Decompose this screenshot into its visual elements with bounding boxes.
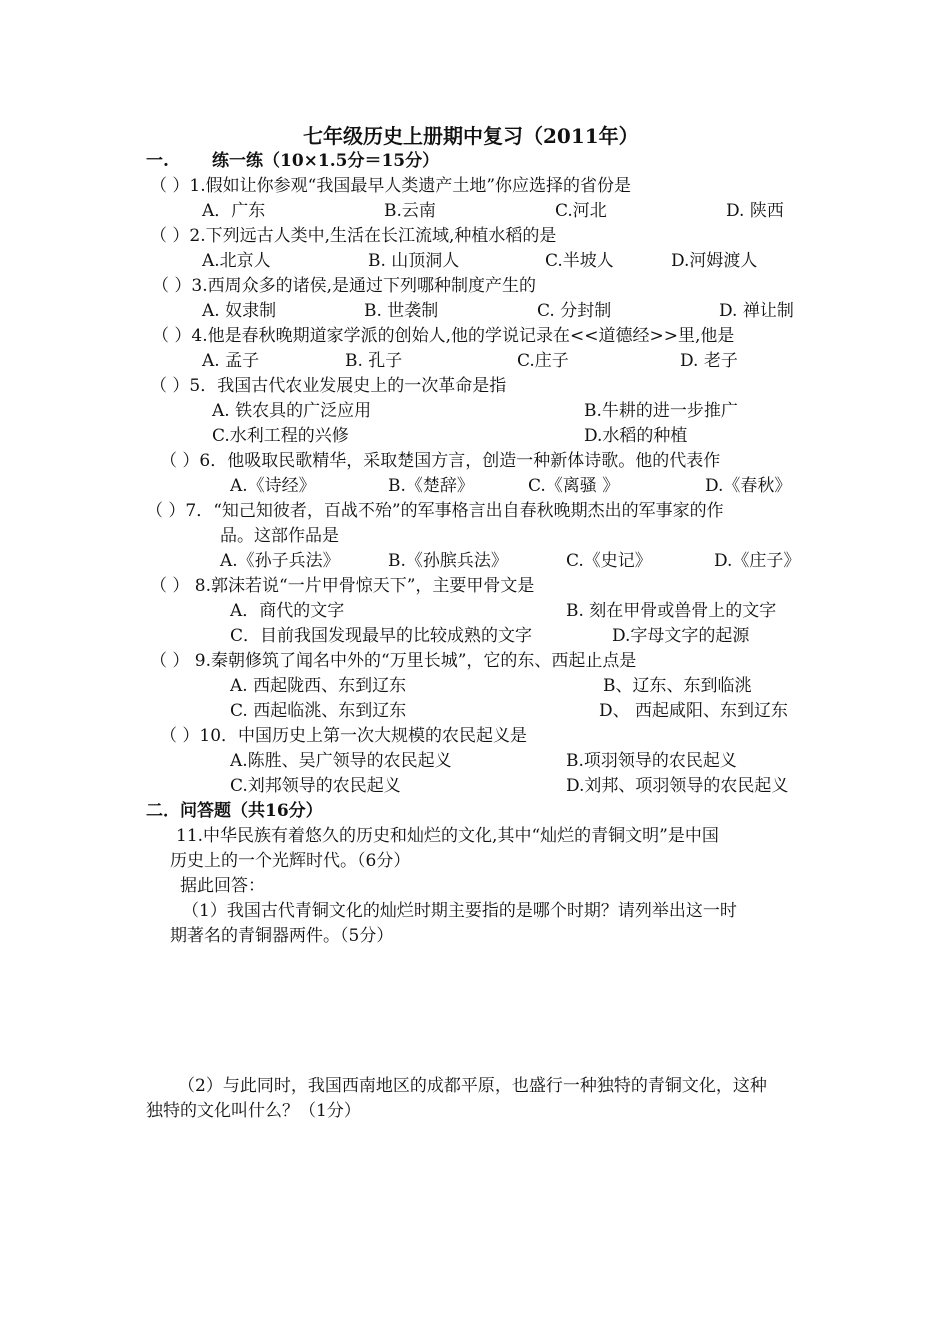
question-1-stem: （ ）1.假如让你参观“我国最早人类遗产土地”你应选择的省份是 xyxy=(150,176,632,196)
question-8-option-d: D.字母文字的起源 xyxy=(612,626,750,646)
question-8-option-b: B. 刻在甲骨或兽骨上的文字 xyxy=(566,601,777,621)
question-7-stem-continued: 品。这部作品是 xyxy=(220,526,339,546)
question-9-option-b: B、辽东、东到临洮 xyxy=(603,676,752,696)
question-6-option-c: C.《离骚 》 xyxy=(528,476,620,496)
question-7-option-b: B.《孙膑兵法》 xyxy=(388,551,508,571)
section-1-heading: 练一练（10×1.5分＝15分） xyxy=(212,151,440,171)
question-5-option-b: B.牛耕的进一步推广 xyxy=(584,401,738,421)
section-2-heading: 二．问答题（共16分） xyxy=(146,801,323,821)
question-10-option-a: A.陈胜、吴广领导的农民起义 xyxy=(230,751,452,771)
question-5-option-c: C.水利工程的兴修 xyxy=(212,426,349,446)
question-6-stem: （ ）6．他吸取民歌精华，采取楚国方言，创造一种新体诗歌。他的代表作 xyxy=(160,451,721,471)
question-10-option-c: C.刘邦领导的农民起义 xyxy=(230,776,401,796)
sub-question-2-line-2: 独特的文化叫什么？（1分） xyxy=(146,1101,361,1121)
question-2-stem: （ ）2.下列远古人类中,生活在长江流域,种植水稻的是 xyxy=(150,226,557,246)
question-3-option-d: D. 禅让制 xyxy=(719,301,794,321)
question-3-stem: （ ）3.西周众多的诸侯,是通过下列哪种制度产生的 xyxy=(152,276,537,296)
question-8-stem: （ ） 8.郭沫若说“一片甲骨惊天下”，主要甲骨文是 xyxy=(150,576,535,596)
question-7-option-c: C.《史记》 xyxy=(566,551,652,571)
question-2-option-b: B. 山顶洞人 xyxy=(368,251,460,271)
question-4-option-c: C.庄子 xyxy=(517,351,569,371)
question-3-option-b: B. 世袭制 xyxy=(364,301,439,321)
question-11-text-line-1: 11.中华民族有着悠久的历史和灿烂的文化,其中“灿烂的青铜文明”是中国 xyxy=(176,826,719,846)
question-4-option-d: D. 老子 xyxy=(680,351,738,371)
question-6-option-d: D.《春秋》 xyxy=(705,476,792,496)
question-9-option-a: A. 西起陇西、东到辽东 xyxy=(230,676,407,696)
question-11-text-line-2: 历史上的一个光辉时代。（6分） xyxy=(170,851,411,871)
question-6-option-b: B.《楚辞》 xyxy=(388,476,474,496)
question-7-stem: （ ）7．“知己知彼者，百战不殆”的军事格言出自春秋晚期杰出的军事家的作 xyxy=(146,501,724,521)
question-10-stem: （ ）10．中国历史上第一次大规模的农民起义是 xyxy=(160,726,528,746)
question-2-option-a: A.北京人 xyxy=(202,251,271,271)
question-7-option-a: A.《孙子兵法》 xyxy=(220,551,340,571)
question-9-option-c: C. 西起临洮、东到辽东 xyxy=(230,701,407,721)
question-2-option-d: D.河姆渡人 xyxy=(671,251,758,271)
question-2-option-c: C.半坡人 xyxy=(545,251,614,271)
question-5-stem: （ ）5．我国古代农业发展史上的一次革命是指 xyxy=(150,376,507,396)
question-1-option-d: D. 陕西 xyxy=(726,201,784,221)
page-title: 七年级历史上册期中复习（2011年） xyxy=(303,124,639,148)
question-8-option-c: C．目前我国发现最早的比较成熟的文字 xyxy=(230,626,533,646)
question-4-option-b: B. 孔子 xyxy=(345,351,403,371)
question-5-option-a: A. 铁农具的广泛应用 xyxy=(212,401,372,421)
question-4-stem: （ ）4.他是春秋晚期道家学派的创始人,他的学说记录在<<道德经>>里,他是 xyxy=(152,326,735,346)
question-10-option-b: B.项羽领导的农民起义 xyxy=(566,751,737,771)
question-9-option-d: D、 西起咸阳、东到辽东 xyxy=(599,701,789,721)
question-7-option-d: D.《庄子》 xyxy=(714,551,801,571)
question-1-option-c: C.河北 xyxy=(555,201,607,221)
sub-question-1-line-2: 期著名的青铜器两件。（5分） xyxy=(170,926,394,946)
question-6-option-a: A.《诗经》 xyxy=(230,476,316,496)
sub-question-2-line-1: （2）与此同时，我国西南地区的成都平原，也盛行一种独特的青铜文化，这种 xyxy=(178,1076,767,1096)
sub-question-1-line-1: （1）我国古代青铜文化的灿烂时期主要指的是哪个时期？请列举出这一时 xyxy=(182,901,737,921)
question-9-stem: （ ） 9.秦朝修筑了闻名中外的“万里长城”，它的东、西起止点是 xyxy=(150,651,637,671)
section-1-number: 一. xyxy=(146,151,169,171)
question-1-option-b: B.云南 xyxy=(384,201,436,221)
question-3-option-c: C. 分封制 xyxy=(537,301,612,321)
question-4-option-a: A. 孟子 xyxy=(202,351,260,371)
question-10-option-d: D.刘邦、项羽领导的农民起义 xyxy=(566,776,789,796)
question-1-option-a: A．广东 xyxy=(202,201,266,221)
question-11-prompt: 据此回答： xyxy=(180,876,265,896)
question-8-option-a: A．商代的文字 xyxy=(230,601,345,621)
question-5-option-d: D.水稻的种植 xyxy=(584,426,688,446)
question-3-option-a: A. 奴隶制 xyxy=(202,301,277,321)
